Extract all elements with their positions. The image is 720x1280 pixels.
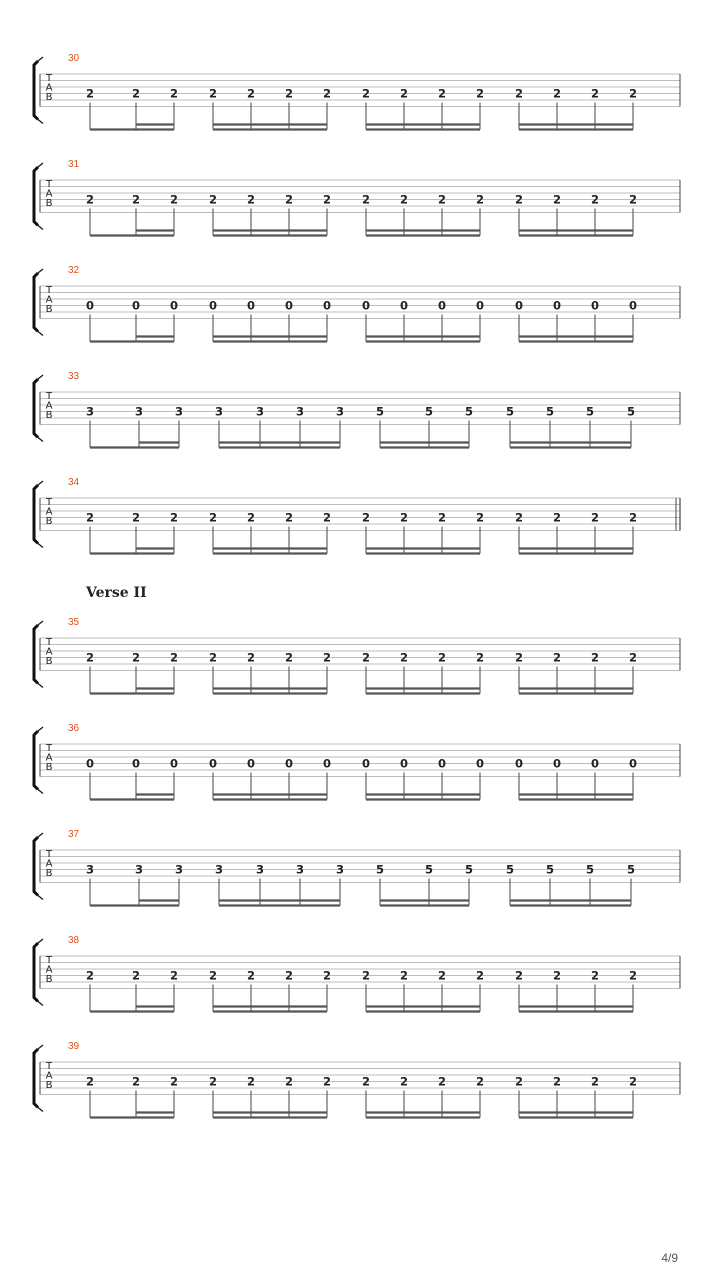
system-bracket: [34, 625, 38, 684]
fret-number: 2: [628, 192, 638, 207]
fret-number: 5: [464, 404, 474, 419]
fret-number: 2: [628, 650, 638, 665]
tab-clef-letter: B: [45, 868, 53, 879]
fret-number: 2: [246, 1074, 256, 1089]
fret-number: 2: [208, 1074, 218, 1089]
fret-number: 2: [208, 968, 218, 983]
fret-number: 0: [437, 298, 447, 313]
bracket-hook-top: [38, 57, 43, 61]
fret-number: 0: [169, 756, 179, 771]
tab-system: [34, 617, 680, 694]
tab-clef-letter: B: [45, 92, 53, 103]
tab-clef-letter: A: [45, 400, 53, 412]
fret-number: 2: [131, 968, 141, 983]
fret-number: 2: [131, 1074, 141, 1089]
fret-number: 2: [169, 510, 179, 525]
section-label-verse: Verse II: [86, 585, 147, 601]
fret-number: 3: [174, 404, 184, 419]
bracket-hook-top: [38, 481, 43, 485]
tab-clef-letter: T: [45, 391, 53, 402]
bracket-hook-top: [38, 939, 43, 943]
system-bracket: [34, 943, 38, 1002]
bracket-hook-top: [38, 163, 43, 167]
tab-clef-letter: A: [45, 82, 53, 94]
fret-number: 5: [505, 862, 515, 877]
system-bracket: [34, 273, 38, 332]
tab-clef-letter: T: [45, 743, 53, 754]
measure-number: 37: [68, 829, 80, 840]
tab-clef-letter: T: [45, 1061, 53, 1072]
fret-number: 2: [590, 192, 600, 207]
fret-number: 2: [169, 650, 179, 665]
fret-number: 0: [169, 298, 179, 313]
measure-number: 39: [68, 1041, 80, 1052]
fret-number: 5: [626, 404, 636, 419]
fret-number: 3: [255, 862, 265, 877]
fret-number: 2: [246, 192, 256, 207]
fret-number: 2: [590, 86, 600, 101]
tab-clef-letter: B: [45, 198, 53, 209]
tab-clef-letter: B: [45, 1080, 53, 1091]
fret-number: 2: [85, 192, 95, 207]
system-bracket: [34, 61, 38, 120]
fret-number: 2: [399, 650, 409, 665]
bracket-hook-bottom: [38, 1002, 43, 1006]
fret-number: 0: [361, 756, 371, 771]
bracket-hook-bottom: [38, 120, 43, 124]
fret-number: 5: [375, 404, 385, 419]
fret-number: 3: [295, 862, 305, 877]
fret-number: 0: [399, 756, 409, 771]
fret-number: 2: [131, 650, 141, 665]
fret-number: 2: [437, 968, 447, 983]
tab-clef-letter: A: [45, 506, 53, 518]
fret-number: 2: [475, 510, 485, 525]
fret-number: 2: [169, 1074, 179, 1089]
tab-clef-letter: T: [45, 849, 53, 860]
fret-number: 3: [85, 404, 95, 419]
tab-system: [34, 265, 680, 342]
fret-number: 3: [134, 862, 144, 877]
fret-number: 2: [475, 1074, 485, 1089]
fret-number: 2: [475, 968, 485, 983]
tab-system: [34, 1041, 680, 1118]
fret-number: 3: [174, 862, 184, 877]
tab-clef-letter: B: [45, 410, 53, 421]
fret-number: 2: [85, 1074, 95, 1089]
fret-number: 5: [585, 404, 595, 419]
tab-system: [34, 829, 680, 906]
fret-number: 3: [335, 862, 345, 877]
measure-number: 30: [68, 53, 80, 64]
bracket-hook-bottom: [38, 438, 43, 442]
fret-number: 2: [552, 1074, 562, 1089]
fret-number: 0: [208, 298, 218, 313]
fret-number: 0: [590, 298, 600, 313]
fret-number: 2: [399, 1074, 409, 1089]
page-number: 4/9: [661, 1251, 678, 1265]
measure-number: 32: [68, 265, 80, 276]
bracket-hook-bottom: [38, 332, 43, 336]
bracket-hook-bottom: [38, 790, 43, 794]
tab-clef-letter: A: [45, 1070, 53, 1082]
fret-number: 2: [437, 1074, 447, 1089]
system-bracket: [34, 167, 38, 226]
fret-number: 5: [424, 862, 434, 877]
tab-clef-letter: T: [45, 955, 53, 966]
fret-number: 0: [246, 756, 256, 771]
tab-clef-letter: B: [45, 656, 53, 667]
fret-number: 2: [361, 192, 371, 207]
bracket-hook-top: [38, 269, 43, 273]
tab-clef-letter: B: [45, 762, 53, 773]
fret-number: 2: [322, 1074, 332, 1089]
fret-number: 2: [322, 192, 332, 207]
fret-number: 0: [131, 298, 141, 313]
bracket-hook-top: [38, 375, 43, 379]
fret-number: 0: [208, 756, 218, 771]
fret-number: 3: [295, 404, 305, 419]
fret-number: 2: [361, 510, 371, 525]
fret-number: 2: [552, 968, 562, 983]
fret-number: 2: [361, 86, 371, 101]
fret-number: 0: [131, 756, 141, 771]
tab-system: [34, 371, 680, 448]
fret-number: 2: [169, 968, 179, 983]
tab-system: [34, 53, 680, 130]
tab-clef-letter: A: [45, 964, 53, 976]
fret-number: 2: [361, 650, 371, 665]
fret-number: 2: [85, 650, 95, 665]
bracket-hook-bottom: [38, 226, 43, 230]
fret-number: 3: [335, 404, 345, 419]
fret-number: 3: [85, 862, 95, 877]
measure-number: 33: [68, 371, 80, 382]
bracket-hook-top: [38, 727, 43, 731]
fret-number: 2: [322, 650, 332, 665]
tab-clef-letter: A: [45, 188, 53, 200]
fret-number: 2: [399, 968, 409, 983]
fret-number: 2: [475, 86, 485, 101]
bracket-hook-top: [38, 621, 43, 625]
fret-number: 0: [399, 298, 409, 313]
tab-system: [34, 159, 680, 236]
fret-number: 5: [375, 862, 385, 877]
fret-number: 2: [514, 510, 524, 525]
fret-number: 2: [361, 1074, 371, 1089]
fret-number: 3: [214, 404, 224, 419]
tab-clef-letter: A: [45, 646, 53, 658]
tab-system: [34, 935, 680, 1012]
fret-number: 2: [437, 86, 447, 101]
fret-number: 2: [514, 192, 524, 207]
fret-number: 2: [590, 510, 600, 525]
tab-clef-letter: B: [45, 304, 53, 315]
fret-number: 2: [475, 192, 485, 207]
fret-number: 2: [399, 510, 409, 525]
fret-number: 2: [284, 192, 294, 207]
fret-number: 5: [424, 404, 434, 419]
fret-number: 0: [475, 756, 485, 771]
fret-number: 5: [464, 862, 474, 877]
fret-number: 2: [284, 86, 294, 101]
measure-number: 38: [68, 935, 80, 946]
bracket-hook-bottom: [38, 1108, 43, 1112]
fret-number: 2: [590, 968, 600, 983]
fret-number: 2: [284, 650, 294, 665]
fret-number: 3: [255, 404, 265, 419]
fret-number: 2: [208, 650, 218, 665]
tab-system: [34, 477, 680, 554]
fret-number: 5: [626, 862, 636, 877]
fret-number: 2: [85, 968, 95, 983]
fret-number: 2: [322, 510, 332, 525]
fret-number: 2: [85, 86, 95, 101]
fret-number: 2: [628, 1074, 638, 1089]
fret-number: 0: [514, 756, 524, 771]
fret-number: 2: [131, 510, 141, 525]
fret-number: 2: [246, 86, 256, 101]
bracket-hook-top: [38, 833, 43, 837]
fret-number: 2: [590, 650, 600, 665]
fret-number: 2: [514, 650, 524, 665]
fret-number: 3: [214, 862, 224, 877]
fret-number: 0: [322, 756, 332, 771]
fret-number: 2: [169, 192, 179, 207]
system-bracket: [34, 485, 38, 544]
tab-clef-letter: A: [45, 752, 53, 764]
fret-number: 2: [284, 510, 294, 525]
fret-number: 0: [322, 298, 332, 313]
fret-number: 2: [361, 968, 371, 983]
fret-number: 0: [590, 756, 600, 771]
measure-number: 31: [68, 159, 80, 170]
fret-number: 0: [437, 756, 447, 771]
measure-number: 35: [68, 617, 80, 628]
tab-clef-letter: T: [45, 179, 53, 190]
fret-number: 2: [169, 86, 179, 101]
system-bracket: [34, 1049, 38, 1108]
fret-number: 0: [361, 298, 371, 313]
fret-number: 2: [208, 192, 218, 207]
tab-system: [34, 723, 680, 800]
fret-number: 2: [628, 510, 638, 525]
fret-number: 0: [475, 298, 485, 313]
fret-number: 2: [284, 1074, 294, 1089]
fret-number: 0: [514, 298, 524, 313]
bracket-hook-bottom: [38, 544, 43, 548]
system-bracket: [34, 731, 38, 790]
fret-number: 0: [284, 298, 294, 313]
bracket-hook-bottom: [38, 896, 43, 900]
fret-number: 0: [246, 298, 256, 313]
fret-number: 2: [514, 1074, 524, 1089]
fret-number: 2: [628, 86, 638, 101]
fret-number: 2: [284, 968, 294, 983]
fret-number: 0: [85, 756, 95, 771]
fret-number: 0: [552, 756, 562, 771]
fret-number: 2: [437, 650, 447, 665]
tab-clef-letter: A: [45, 294, 53, 306]
fret-number: 2: [552, 650, 562, 665]
tab-clef-letter: B: [45, 974, 53, 985]
bracket-hook-top: [38, 1045, 43, 1049]
fret-number: 0: [85, 298, 95, 313]
measure-number: 34: [68, 477, 80, 488]
fret-number: 2: [552, 510, 562, 525]
tab-clef-letter: T: [45, 637, 53, 648]
fret-number: 2: [246, 650, 256, 665]
tab-clef-letter: T: [45, 285, 53, 296]
fret-number: 5: [545, 862, 555, 877]
fret-number: 2: [131, 192, 141, 207]
tab-clef-letter: B: [45, 516, 53, 527]
fret-number: 2: [628, 968, 638, 983]
fret-number: 2: [552, 86, 562, 101]
fret-number: 2: [246, 510, 256, 525]
fret-number: 0: [552, 298, 562, 313]
fret-number: 2: [514, 968, 524, 983]
fret-number: 2: [399, 192, 409, 207]
fret-number: 0: [284, 756, 294, 771]
fret-number: 0: [628, 756, 638, 771]
fret-number: 2: [208, 86, 218, 101]
system-bracket: [34, 837, 38, 896]
fret-number: 5: [545, 404, 555, 419]
fret-number: 2: [322, 86, 332, 101]
fret-number: 2: [322, 968, 332, 983]
tab-clef-letter: T: [45, 497, 53, 508]
tab-clef-letter: T: [45, 73, 53, 84]
fret-number: 2: [437, 192, 447, 207]
fret-number: 0: [628, 298, 638, 313]
tab-clef-letter: A: [45, 858, 53, 870]
fret-number: 5: [585, 862, 595, 877]
fret-number: 2: [246, 968, 256, 983]
fret-number: 2: [85, 510, 95, 525]
measure-number: 36: [68, 723, 80, 734]
fret-number: 2: [590, 1074, 600, 1089]
fret-number: 2: [131, 86, 141, 101]
fret-number: 3: [134, 404, 144, 419]
fret-number: 5: [505, 404, 515, 419]
fret-number: 2: [514, 86, 524, 101]
fret-number: 2: [208, 510, 218, 525]
fret-number: 2: [552, 192, 562, 207]
fret-number: 2: [437, 510, 447, 525]
fret-number: 2: [399, 86, 409, 101]
fret-number: 2: [475, 650, 485, 665]
system-bracket: [34, 379, 38, 438]
bracket-hook-bottom: [38, 684, 43, 688]
